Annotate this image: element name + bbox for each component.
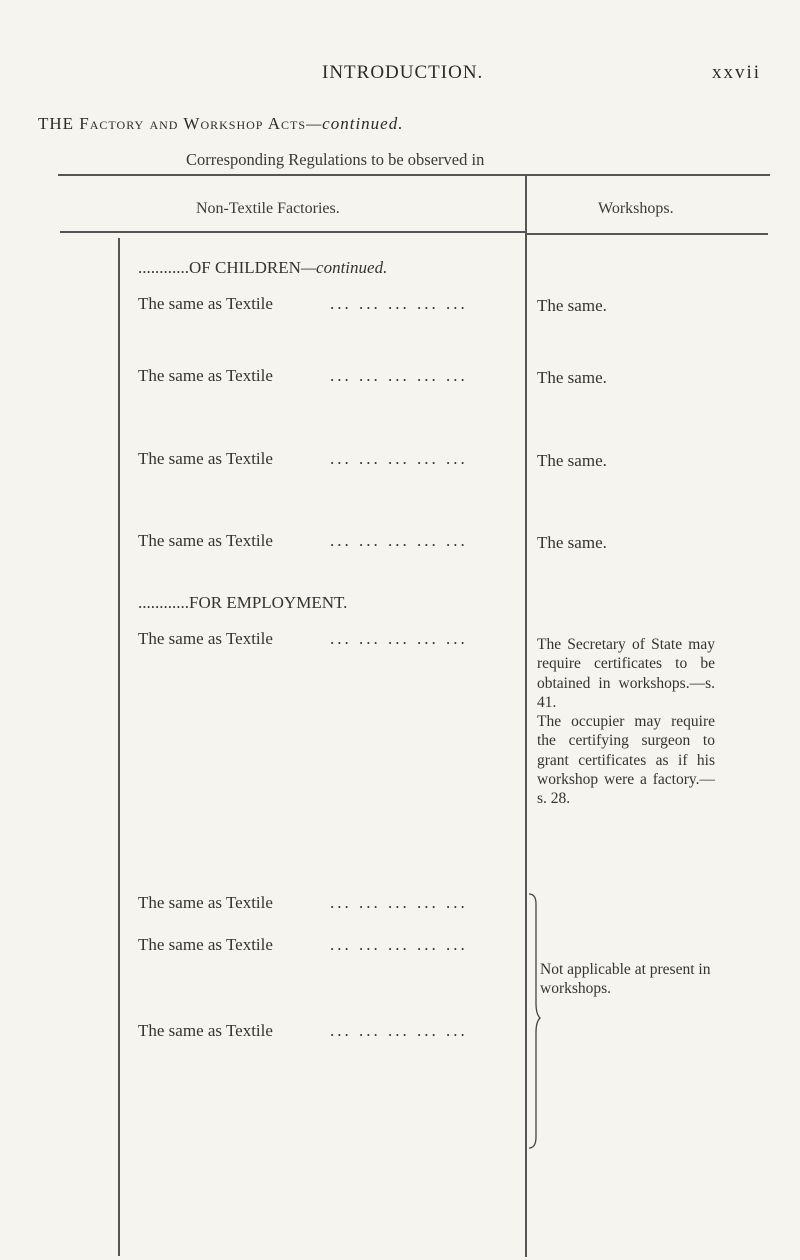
row-4-right: The same.: [537, 533, 607, 552]
group-heading-employment: [138, 593, 347, 613]
group-heading-dots: ............: [138, 258, 189, 277]
section-title-name: Factory and Workshop Acts: [79, 114, 307, 133]
row-3-left: The same as Textile: [138, 449, 273, 468]
row-7-left: The same as Textile: [138, 935, 273, 954]
group-heading-children-suffix: —continued.: [300, 258, 388, 277]
header-bottom-rule-left: [60, 231, 526, 233]
header-bottom-rule-right: [526, 233, 768, 235]
row-2-left: The same as Textile: [138, 366, 273, 385]
right-brace-icon: [526, 892, 542, 1152]
row-7-leader: ... ... ... ... ...: [330, 935, 468, 954]
row-8-left: The same as Textile: [138, 1021, 273, 1040]
row-2-leader: ... ... ... ... ...: [330, 366, 468, 385]
row-3-right: The same.: [537, 451, 607, 470]
running-head-title: INTRODUCTION.: [322, 62, 484, 83]
page-number: xxvii: [712, 62, 762, 83]
not-applicable-note: Not applicable at present in workshops.: [540, 961, 711, 997]
column-header-non-textile: Non-Textile Factories.: [196, 200, 340, 217]
group-heading-children: [138, 258, 387, 278]
employment-note-secretary: The Secretary of State may require certificates to be obtained in workshops.—s. 41.: [537, 636, 715, 711]
group-heading-dots: ............: [138, 593, 189, 612]
row-2-right: The same.: [537, 368, 607, 387]
row-1-leader: ... ... ... ... ...: [330, 294, 468, 313]
row-8-leader: ... ... ... ... ...: [330, 1021, 468, 1040]
row-1-left: The same as Textile: [138, 294, 273, 313]
section-title-prefix: THE: [38, 114, 75, 133]
employment-note-occupier: The occupier may require the certifying surgeon to grant certificates as if his workshop were a factory.—s. 28.: [537, 713, 715, 808]
row-4-leader: ... ... ... ... ...: [330, 531, 468, 550]
left-margin-rule: [118, 238, 120, 1256]
row-5-leader: ... ... ... ... ...: [330, 629, 468, 648]
row-1-right: The same.: [537, 296, 607, 315]
table-subheading: Corresponding Regulations to be observed in: [186, 150, 485, 169]
group-heading-children-label: OF CHILDREN: [189, 258, 301, 277]
row-5-left: The same as Textile: [138, 629, 273, 648]
row-3-leader: ... ... ... ... ...: [330, 449, 468, 468]
section-title: [38, 114, 403, 134]
section-title-suffix: —continued.: [306, 114, 404, 133]
row-4-left: The same as Textile: [138, 531, 273, 550]
row-6-left: The same as Textile: [138, 893, 273, 912]
employment-notes: [537, 635, 715, 809]
table-top-rule: [58, 174, 770, 176]
row-6-leader: ... ... ... ... ...: [330, 893, 468, 912]
column-header-workshops: Workshops.: [598, 200, 674, 217]
group-heading-employment-label: FOR EMPLOYMENT.: [189, 593, 348, 612]
